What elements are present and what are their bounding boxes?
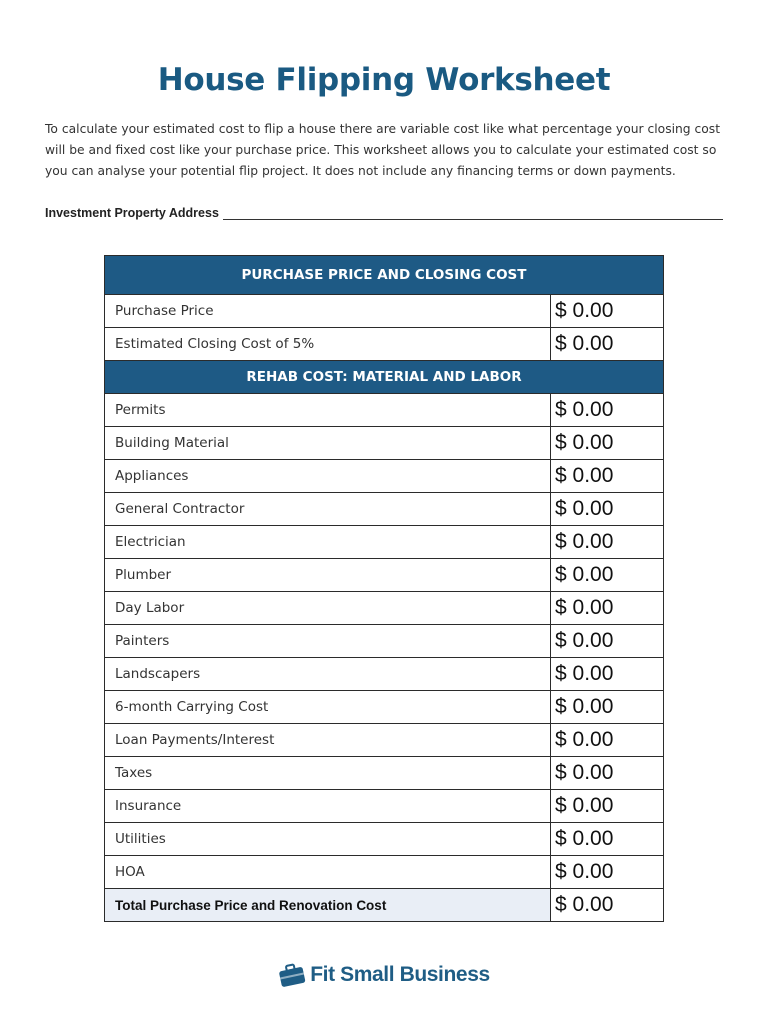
row-label: Plumber [105, 559, 551, 592]
section-header-label: REHAB COST: MATERIAL AND LABOR [105, 361, 664, 394]
row-value[interactable]: $ 0.00 [551, 757, 664, 790]
table-row [105, 757, 664, 790]
address-input-line[interactable] [223, 207, 723, 220]
row-label: Purchase Price [105, 295, 551, 328]
row-value[interactable]: $ 0.00 [551, 724, 664, 757]
table-row [105, 856, 664, 889]
total-value[interactable]: $ 0.00 [551, 889, 664, 922]
table-row [105, 691, 664, 724]
cost-table [104, 255, 664, 922]
row-value[interactable]: $ 0.00 [551, 328, 664, 361]
table-row [105, 493, 664, 526]
row-label: Estimated Closing Cost of 5% [105, 328, 551, 361]
table-row [105, 790, 664, 823]
brand-name: Fit Small Business [310, 963, 490, 986]
row-value[interactable]: $ 0.00 [551, 394, 664, 427]
row-value[interactable]: $ 0.00 [551, 493, 664, 526]
table-row [105, 328, 664, 361]
row-label: Loan Payments/Interest [105, 724, 551, 757]
row-value[interactable]: $ 0.00 [551, 658, 664, 691]
section-header-purchase [105, 256, 664, 295]
table-row [105, 526, 664, 559]
address-label: Investment Property Address [45, 206, 219, 220]
table-row [105, 823, 664, 856]
row-value[interactable]: $ 0.00 [551, 526, 664, 559]
brand-logo [0, 962, 768, 988]
row-value[interactable]: $ 0.00 [551, 691, 664, 724]
row-label: Appliances [105, 460, 551, 493]
row-value[interactable]: $ 0.00 [551, 460, 664, 493]
table-row [105, 625, 664, 658]
row-label: Building Material [105, 427, 551, 460]
row-value[interactable]: $ 0.00 [551, 592, 664, 625]
row-label: HOA [105, 856, 551, 889]
row-label: Painters [105, 625, 551, 658]
row-value[interactable]: $ 0.00 [551, 625, 664, 658]
table-row [105, 724, 664, 757]
table-row [105, 460, 664, 493]
row-value[interactable]: $ 0.00 [551, 559, 664, 592]
total-label: Total Purchase Price and Renovation Cost [105, 889, 551, 922]
section-header-rehab [105, 361, 664, 394]
row-label: Insurance [105, 790, 551, 823]
row-label: Utilities [105, 823, 551, 856]
address-field[interactable] [45, 206, 723, 220]
row-value[interactable]: $ 0.00 [551, 823, 664, 856]
row-label: Permits [105, 394, 551, 427]
table-row [105, 559, 664, 592]
row-value[interactable]: $ 0.00 [551, 856, 664, 889]
intro-paragraph: To calculate your estimated cost to flip a house there are variable cost like what percentage your closing cost will be and fixed cost like your purchase price. This worksheet allows you to calculate your estimated cost so you can analyse your potential flip project. It does not include any financing terms or down payments. [45, 122, 721, 178]
row-value[interactable]: $ 0.00 [551, 295, 664, 328]
table-row [105, 427, 664, 460]
table-row [105, 394, 664, 427]
row-label: Taxes [105, 757, 551, 790]
table-row [105, 295, 664, 328]
section-header-label: PURCHASE PRICE AND CLOSING COST [105, 256, 664, 295]
briefcase-icon [278, 962, 306, 988]
row-label: Landscapers [105, 658, 551, 691]
row-label: General Contractor [105, 493, 551, 526]
row-value[interactable]: $ 0.00 [551, 790, 664, 823]
row-label: Day Labor [105, 592, 551, 625]
page-title: House Flipping Worksheet [157, 62, 611, 98]
row-label: Electrician [105, 526, 551, 559]
row-value[interactable]: $ 0.00 [551, 427, 664, 460]
total-row [105, 889, 664, 922]
row-label: 6-month Carrying Cost [105, 691, 551, 724]
table-row [105, 658, 664, 691]
table-row [105, 592, 664, 625]
